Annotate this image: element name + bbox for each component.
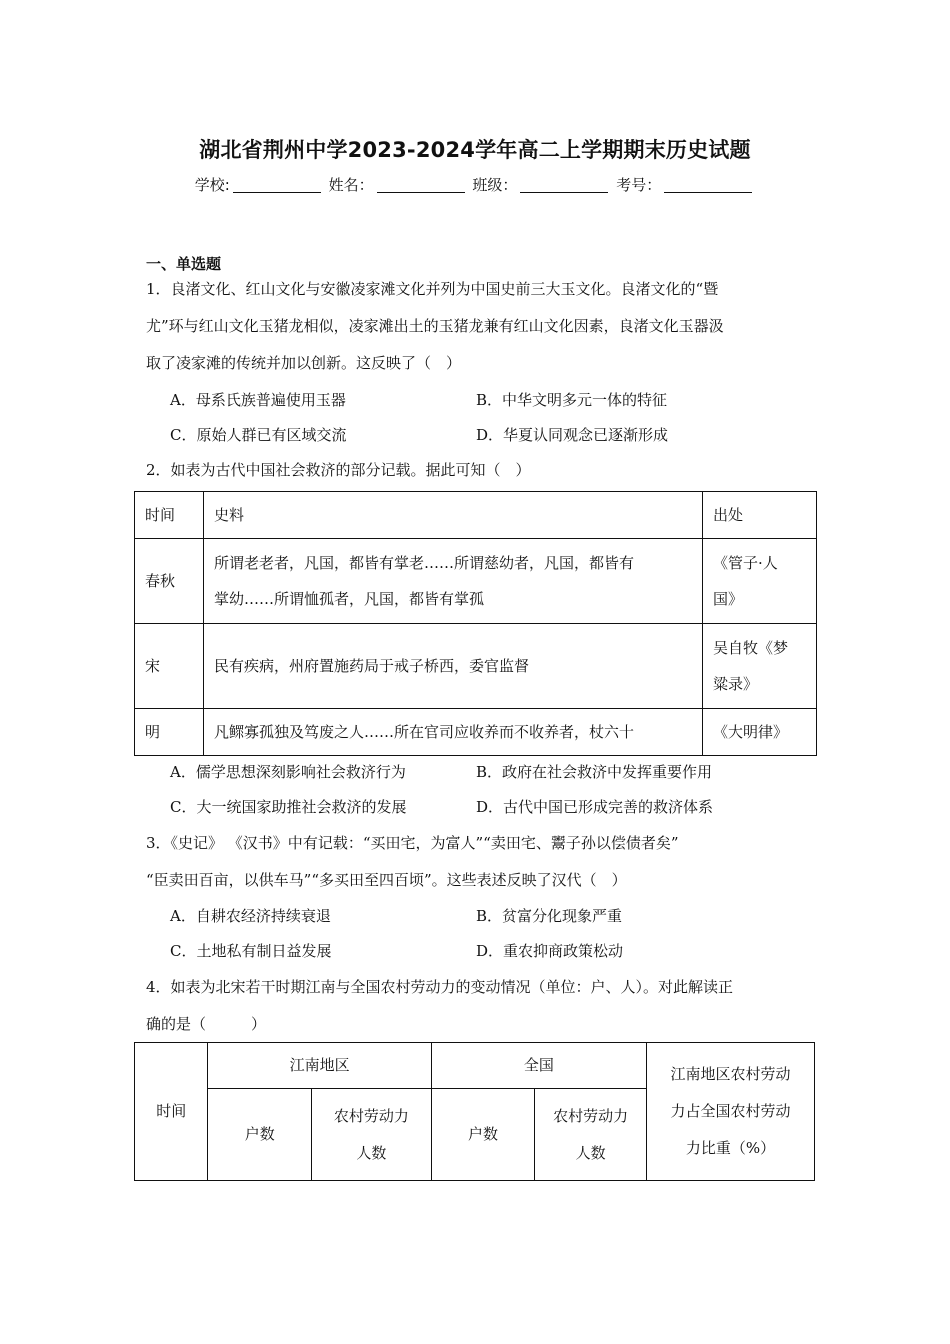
q1-line-1: 1．良渚文化、红山文化与安徽凌家滩文化并列为中国史前三大玉文化。良渚文化的“暨 (146, 280, 719, 298)
name-blank[interactable] (377, 177, 465, 193)
q3-option-a[interactable]: A．自耕农经济持续衰退 (170, 907, 331, 925)
table-header-labor (535, 1089, 647, 1181)
cell-line: 江南地区农村劳动 (670, 1065, 791, 1083)
table-header-households: 户数 (208, 1089, 312, 1181)
cell-line: 民有疾病，州府置施药局于戒子桥西，委官监督 (214, 657, 530, 675)
table-header-labor (312, 1089, 432, 1181)
page-title: 湖北省荆州中学2023-2024学年高二上学期期末历史试题 (199, 138, 751, 162)
q2-line-1: 2．如表为古代中国社会救济的部分记载。据此可知（ ） (146, 461, 531, 479)
cell-line: 凡鳏寡孤独及笃废之人……所在官司应收养而不收养者，杖六十 (214, 723, 635, 741)
q3-line-2: “臣卖田百亩，以供车马”“多买田至四百顷”。这些表述反映了汉代（ ） (146, 871, 627, 889)
cell-line: 吴自牧《梦 (713, 639, 789, 657)
table-header-row (135, 492, 817, 539)
table-header-national: 全国 (431, 1043, 646, 1089)
table-cell-text (204, 539, 703, 624)
cell-line: 《管子·人 (713, 554, 778, 572)
class-blank[interactable] (520, 177, 608, 193)
cell-line: 人数 (356, 1143, 387, 1162)
table-cell-time: 明 (135, 709, 204, 756)
class-label: 班级： (472, 176, 518, 194)
q2-option-d[interactable]: D．古代中国已形成完善的救济体系 (476, 798, 714, 816)
cell-line: 农村劳动力 (333, 1106, 409, 1125)
q1-option-a[interactable]: A．母系氏族普遍使用玉器 (170, 391, 346, 409)
cell-line: 《大明律》 (713, 723, 789, 741)
q1-line-2: 尤”环与红山文化玉猪龙相似，凌家滩出土的玉猪龙兼有红山文化因素，良渚文化玉器汲 (146, 317, 724, 335)
table-header-cell: 史料 (204, 492, 703, 539)
table-cell-text (204, 709, 703, 756)
cell-line: 力占全国农村劳动 (670, 1102, 791, 1120)
q1-line-3: 取了凌家滩的传统并加以创新。这反映了（ ） (146, 354, 462, 372)
table-row (135, 709, 817, 756)
table-cell-source (703, 709, 817, 756)
cell-line: 力比重（%） (685, 1139, 776, 1157)
table-cell-time: 宋 (135, 624, 204, 709)
q1-option-d[interactable]: D．华夏认同观念已逐渐形成 (476, 426, 669, 444)
student-info-line (0, 174, 950, 195)
school-label: 学校: (194, 176, 230, 194)
q3-option-d[interactable]: D．重农抑商政策松动 (476, 942, 624, 960)
q2-option-a[interactable]: A．儒学思想深刻影响社会救济行为 (170, 763, 406, 781)
table-cell-text (204, 624, 703, 709)
table-header-row (135, 1043, 815, 1089)
q2-option-c[interactable]: C．大一统国家助推社会救济的发展 (170, 798, 407, 816)
table-header-cell: 出处 (703, 492, 817, 539)
q3-option-b[interactable]: B．贫富分化现象严重 (476, 907, 623, 925)
cell-line: 农村劳动力 (553, 1106, 629, 1125)
number-blank[interactable] (664, 177, 752, 193)
cell-line: 掌幼……所谓恤孤者，凡国，都皆有掌孤 (214, 590, 485, 608)
q4-table (134, 1042, 815, 1181)
name-label: 姓名： (328, 176, 374, 194)
cell-line: 人数 (575, 1143, 606, 1162)
table-cell-time: 春秋 (135, 539, 204, 624)
table-header-time: 时间 (135, 1043, 208, 1181)
table-header-households: 户数 (431, 1089, 535, 1181)
q4-line-1: 4．如表为北宋若干时期江南与全国农村劳动力的变动情况（单位：户、人）。对此解读正 (146, 978, 734, 996)
table-row (135, 539, 817, 624)
q2-table (134, 491, 817, 756)
table-cell-source (703, 539, 817, 624)
q4-line-2: 确的是（ ） (146, 1015, 267, 1033)
cell-line: 粱录》 (713, 675, 759, 693)
q3-line-1: 3．《史记》 《汉书》中有记载：“买田宅，为富人”“卖田宅、鬻子孙以偿债者矣” (146, 834, 679, 852)
table-header-jiangnan: 江南地区 (208, 1043, 431, 1089)
table-header-cell: 时间 (135, 492, 204, 539)
table-row (135, 624, 817, 709)
section-title: 一、单选题 (146, 255, 222, 273)
table-header-ratio (647, 1043, 815, 1181)
school-blank[interactable] (233, 177, 321, 193)
cell-line: 所谓老老者，凡国，都皆有掌老……所谓慈幼者，凡国，都皆有 (214, 554, 635, 572)
q3-option-c[interactable]: C．土地私有制日益发展 (170, 942, 332, 960)
q1-option-c[interactable]: C．原始人群已有区域交流 (170, 426, 347, 444)
q1-option-b[interactable]: B．中华文明多元一体的特征 (476, 391, 668, 409)
table-cell-source (703, 624, 817, 709)
cell-line: 国》 (713, 590, 744, 608)
q2-option-b[interactable]: B．政府在社会救济中发挥重要作用 (476, 763, 713, 781)
number-label: 考号： (616, 176, 662, 194)
